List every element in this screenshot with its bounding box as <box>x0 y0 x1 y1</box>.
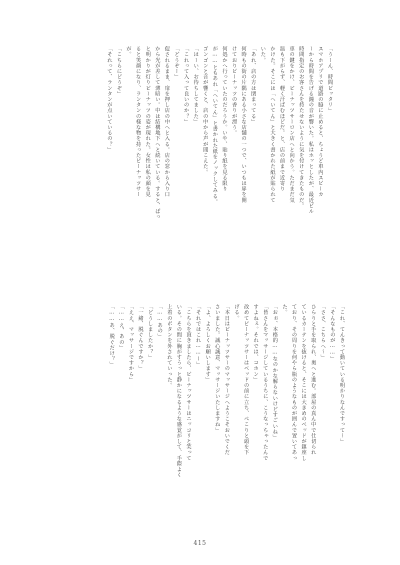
page-number: 415 <box>193 540 207 547</box>
vertical-text-block-lower: 「これ、てんきって動いている明かりなんですって〜」 「そんなものが……」 「ささ、こちらへ〜」 ひらりと手を取られ、奥へと進む。部屋の真ん中で仕切られ ているカーテンを抜けると、そこには大きめのベッドが鎮座し ており、その周りを何やら瓶のようなものが囲んで置いてあっ た。 「おぉ、本格的……なのかな解らないけどすごいね」 「皆さんをマッサージしているうちに、こうなっちゃったんで すよねぇ。それでは、コホン」 改めてピーナッツサーはベッドの前に立ち、ぺこりと頭を下 げる。 「本日はピーナッツサーのマッサージへようこそおいでくだ さいました。誠心誠意、マッサージいたしますね」 「よ、よろしくお願いします」 「それではこれ……ー」 「こちらを頂きましたら、ピーナッツサーはニッコリと笑って いる。その間に胸がすうっと静かになるような感覚がして、手際よく 上着のボタンを外されていった。 「……あの」 「どうしましたか？」 「一緒、脱ぐんですか？」 「ええ、マッサージですから」 「……え、あの」 「……あ、脱ぐだけ？」 <box>108 304 345 478</box>
vertical-text-block-upper: 「うーん、時間ピッタリ」 スマホアプリで道路の脇に止めると、ちょうど車内スピーカ ーから時間を告げる鐘の音が響いた。私はホッとしたが、最近ビル 時間指定のお客さんを持たせないように気を付けてきたものだ。 車の鍵をかけ、ビーナッツサーロン店へと向かう。ただまだ気 温も下がらず、軽く汗ばむほどだ。と、店の前まで近寄り かけた。そこには「へいてん」と大きく書かれた紙が貼られて いた。 「あれ、店の方は閉まってる」 何時もの街の片隅にある小さな店舗の一つで、いつもは扉を開 けておりピーナッツの香りが漂う。 何処かへ行っていたのだろうか。いや、貼り紙を見る限り が……ともあれ「へいてん」と書かれた紙をノックしてみる。 ゴンゴンと音が響くと、店の中から声が聞こえた。 「はーい、お待ちしてました」 「これって入って良いのか？」 「どうぞー」 促されるまま、扉を押し店の中へと入る。店の窓から入り口 から光が差して薄暗い。中は結構地下へと続いている。すると、ぱっ と明かりが灯りピーナッツの姿が現れた。女性は私の顔を見 ると笑顔になり、ランタンの様な物を持ったピーナッツサー が。 「こちらにどうぞ」 「それって、ランタンが点いているの？」 <box>106 46 333 220</box>
